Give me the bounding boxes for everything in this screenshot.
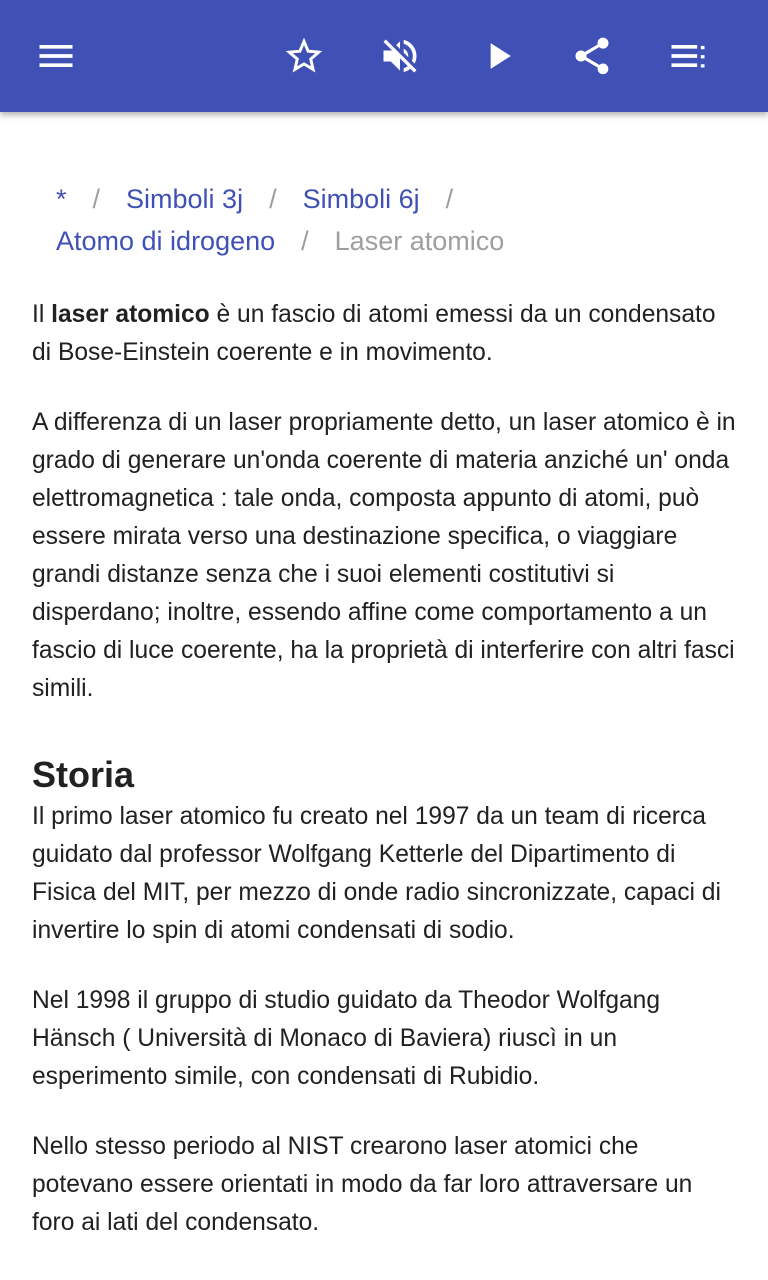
breadcrumb-separator: / <box>445 184 454 214</box>
breadcrumb-item-atomo-di-idrogeno[interactable]: Atomo di idrogeno <box>56 226 276 256</box>
intro-paragraph <box>32 296 736 372</box>
breadcrumb <box>56 178 736 262</box>
section-heading-storia: Storia <box>32 754 135 795</box>
history-paragraph-2: Nel 1998 il gruppo di studio guidato da Theodor Wolfgang Hänsch ( Università di Monaco di Baviera) riuscì in un esperimento simile, con condensati di Rubidio. <box>32 987 661 1090</box>
intro-rest: è un fascio di atomi emessi da un condensato di Bose-Einstein coerente e in movimento. <box>32 301 716 366</box>
play-button[interactable] <box>466 24 530 88</box>
intro-lead: Il <box>32 301 52 328</box>
play-icon <box>476 34 520 78</box>
star-outline-icon <box>282 34 326 78</box>
breadcrumb-separator: / <box>269 184 277 214</box>
share-button[interactable] <box>560 24 624 88</box>
intro-term: laser atomico <box>51 301 210 328</box>
history-paragraph-3: Nello stesso periodo al NIST crearono laser atomici che potevano essere orientati in modo da far loro attraversare un foro ai lati del condensato. <box>32 1133 693 1236</box>
breadcrumb-item-simboli-3j[interactable]: Simboli 3j <box>126 184 244 214</box>
history-paragraph-1: Il primo laser atomico fu creato nel 1997 da un team di ricerca guidato dal professor Wolfgang Ketterle del Dipartimento di Fisica del MIT, per mezzo di onde radio sincronizzate, capaci di invertire lo spin di atomi condensati di sodio. <box>32 803 721 944</box>
description-paragraph: A differenza di un laser propriamente detto, un laser atomico è in grado di generare un'onda coerente di materia anziché un' onda elettromagnetica : tale onda, composta appunto di atomi, può essere mirata verso una destinazione specifica, o viaggiare grandi distanze senza che i suoi elementi costitutivi si disperdano; inoltre, essendo affine come comportamento a un fascio di luce coerente, ha la proprietà di interferire con altri fasci simili. <box>32 409 736 702</box>
breadcrumb-current: Laser atomico <box>334 226 505 256</box>
breadcrumb-separator: / <box>92 184 101 214</box>
menu-button[interactable] <box>24 24 88 88</box>
app-toolbar <box>0 0 768 112</box>
share-icon <box>570 34 614 78</box>
volume-off-icon <box>378 34 422 78</box>
menu-icon <box>34 34 78 78</box>
mute-button[interactable] <box>368 24 432 88</box>
article-body <box>32 296 736 1274</box>
favorite-button[interactable] <box>272 24 336 88</box>
playlist-icon <box>666 34 710 78</box>
breadcrumb-item-home[interactable]: * <box>56 184 67 214</box>
breadcrumb-separator: / <box>301 226 309 256</box>
article-content <box>0 112 768 1280</box>
breadcrumb-item-simboli-6j[interactable]: Simboli 6j <box>302 184 420 214</box>
playlist-button[interactable] <box>656 24 720 88</box>
